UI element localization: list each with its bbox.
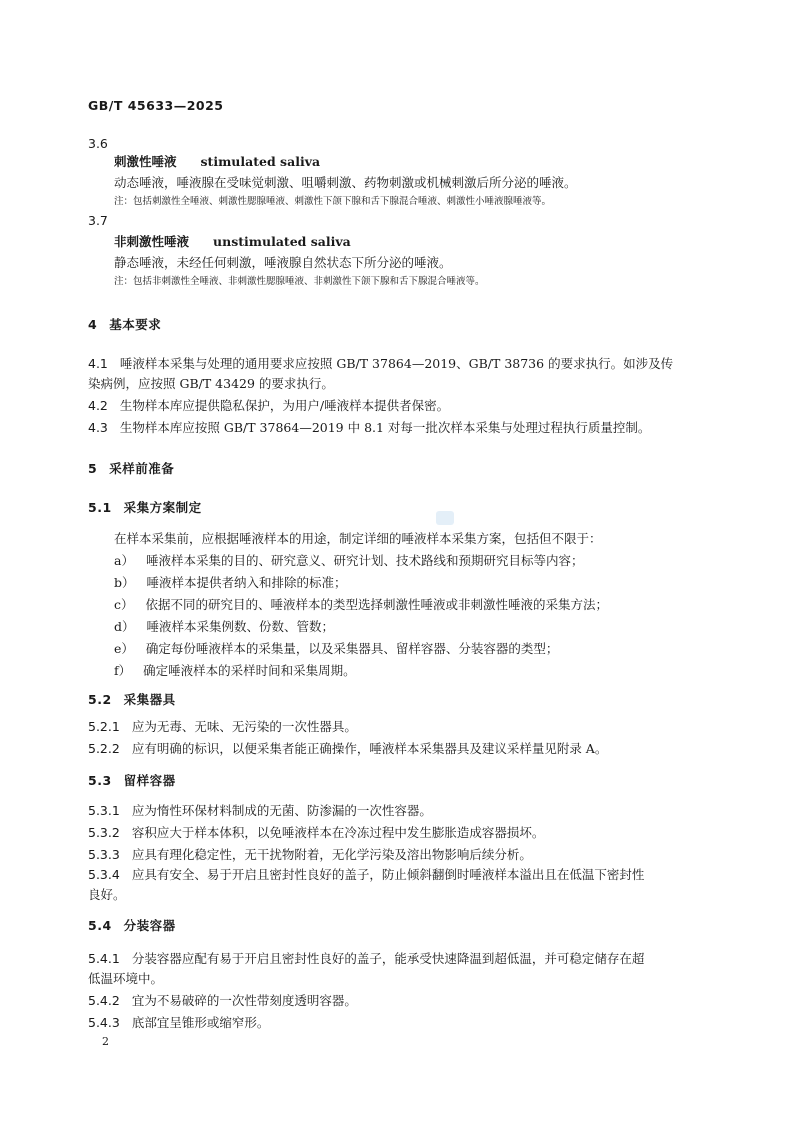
clause-text: 应为无毒、无味、无污染的一次性器具。: [131, 719, 357, 734]
clause-text: 应有明确的标识，以便采集者能正确操作，唾液样本采集器具及建议采样量见附录 A。: [131, 741, 608, 756]
section-5-2-heading: [88, 692, 708, 708]
section-title: 基本要求: [109, 317, 162, 332]
term-en: unstimulated saliva: [213, 234, 351, 249]
list-item: [114, 619, 734, 635]
clause-5-2-2: [88, 741, 708, 757]
clause-text: 生物样本库应提供隐私保护，为用户/唾液样本提供者保密。: [119, 398, 450, 413]
clause-text: 宜为不易破碎的一次性带刻度透明容器。: [131, 993, 357, 1008]
clause-5-4-1-line-2: 低温环境中。: [88, 971, 164, 986]
list-marker: b）: [114, 575, 135, 590]
clause-4-1-line-1: [88, 356, 708, 372]
list-marker: c）: [114, 597, 134, 612]
section-5-3-heading: [88, 773, 708, 789]
section-number: 4: [88, 317, 98, 332]
clause-text: 唾液样本采集与处理的通用要求应按照 GB/T 37864—2019、GB/T 38736 的要求执行。如涉及传: [119, 356, 674, 371]
clause-number: 5.4.1: [88, 951, 120, 966]
clause-number: 5.3.2: [88, 825, 120, 840]
clause-text: 容积应大于样本体积，以免唾液样本在冷冻过程中发生膨胀造成容器损坏。: [131, 825, 545, 840]
clause-5-3-3: [88, 847, 708, 863]
clause-number: 4.3: [88, 420, 108, 435]
clause-5-3-2: [88, 825, 708, 841]
list-text: 唾液样本采集例数、份数、管数；: [146, 619, 335, 634]
clause-text: 应为惰性环保材料制成的无菌、防渗漏的一次性容器。: [131, 803, 432, 818]
clause-5-3-4-line-2: 良好。: [88, 887, 126, 902]
clause-text: 应具有理化稳定性，无干扰物附着，无化学污染及溶出物影响后续分析。: [131, 847, 532, 862]
clause-5-4-2: [88, 993, 708, 1009]
clause-5-3-4-line-1: [88, 867, 708, 883]
clause-5-4-3: [88, 1015, 708, 1031]
clause-3-6-definition: 动态唾液，唾液腺在受味觉刺激、咀嚼刺激、药物刺激或机械刺激后所分泌的唾液。: [114, 175, 577, 190]
section-title: 采集器具: [123, 692, 176, 707]
list-marker: e）: [114, 641, 134, 656]
list-text: 唾液样本提供者纳入和排除的标准；: [146, 575, 347, 590]
section-title: 采集方案制定: [123, 500, 202, 515]
section-number: 5.3: [88, 773, 112, 788]
clause-3-6-term: [114, 154, 734, 170]
clause-text: 分装容器应配有易于开启且密封性良好的盖子，能承受快速降温到超低温，并可稳定储存在超: [131, 951, 645, 966]
clause-3-6-number: 3.6: [88, 136, 108, 151]
clause-number: 5.2.1: [88, 719, 120, 734]
list-item: [114, 575, 734, 591]
section-title: 分装容器: [123, 918, 176, 933]
clause-3-7-definition: 静态唾液，未经任何刺激，唾液腺自然状态下所分泌的唾液。: [114, 255, 452, 270]
clause-text: 应具有安全、易于开启且密封性良好的盖子，防止倾斜翻倒时唾液样本溢出且在低温下密封性: [131, 867, 645, 882]
page-number: 2: [102, 1035, 109, 1048]
clause-number: 5.3.1: [88, 803, 120, 818]
clause-4-1-line-2: 染病例，应按照 GB/T 43429 的要求执行。: [88, 376, 334, 391]
clause-5-4-1-line-1: [88, 951, 708, 967]
clause-number: 5.4.3: [88, 1015, 120, 1030]
clause-5-3-1: [88, 803, 708, 819]
watermark-logo: [436, 511, 454, 525]
clause-number: 5.2.2: [88, 741, 120, 756]
clause-4-2: [88, 398, 708, 414]
list-text: 确定唾液样本的采样时间和采集周期。: [143, 663, 356, 678]
list-text: 依据不同的研究目的、唾液样本的类型选择刺激性唾液或非刺激性唾液的采集方法；: [145, 597, 609, 612]
clause-3-7-term: [114, 234, 734, 250]
term-zh: 非刺激性唾液: [114, 234, 190, 249]
clause-3-6-note: 注：包括刺激性全唾液、刺激性腮腺唾液、刺激性下颌下腺和舌下腺混合唾液、刺激性小唾液腺唾液等。: [114, 196, 552, 207]
term-zh: 刺激性唾液: [114, 154, 177, 169]
section-number: 5.2: [88, 692, 112, 707]
clause-number: 5.3.4: [88, 867, 120, 882]
section-number: 5.1: [88, 500, 112, 515]
clause-number: 4.1: [88, 356, 108, 371]
list-text: 确定每份唾液样本的采集量，以及采集器具、留样容器、分装容器的类型；: [145, 641, 559, 656]
list-marker: f）: [114, 663, 132, 678]
section-title: 留样容器: [123, 773, 176, 788]
clause-text: 生物样本库应按照 GB/T 37864—2019 中 8.1 对每一批次样本采集与处理过程执行质量控制。: [119, 420, 651, 435]
term-en: stimulated saliva: [200, 154, 321, 169]
section-number: 5: [88, 461, 98, 476]
list-item: [114, 663, 734, 679]
list-item: [114, 553, 734, 569]
clause-text: 底部宜呈锥形或缩窄形。: [131, 1015, 270, 1030]
clause-5-2-1: [88, 719, 708, 735]
section-5-heading: [88, 461, 708, 477]
clause-3-7-note: 注：包括非刺激性全唾液、非刺激性腮腺唾液、非刺激性下颌下腺和舌下腺混合唾液等。: [114, 276, 485, 287]
list-item: [114, 641, 734, 657]
clause-number: 5.3.3: [88, 847, 120, 862]
list-item: [114, 597, 734, 613]
clause-number: 5.4.2: [88, 993, 120, 1008]
section-5-1-intro: 在样本采集前，应根据唾液样本的用途，制定详细的唾液样本采集方案，包括但不限于：: [114, 531, 602, 546]
section-title: 采样前准备: [109, 461, 175, 476]
list-marker: a）: [114, 553, 134, 568]
section-4-heading: [88, 317, 708, 333]
section-number: 5.4: [88, 918, 112, 933]
section-5-4-heading: [88, 918, 708, 934]
list-text: 唾液样本采集的目的、研究意义、研究计划、技术路线和预期研究目标等内容；: [145, 553, 584, 568]
clause-number: 4.2: [88, 398, 108, 413]
standard-code: GB/T 45633—2025: [88, 98, 224, 113]
clause-3-7-number: 3.7: [88, 213, 108, 228]
section-5-1-heading: [88, 500, 708, 516]
list-marker: d）: [114, 619, 135, 634]
clause-4-3: [88, 420, 708, 436]
